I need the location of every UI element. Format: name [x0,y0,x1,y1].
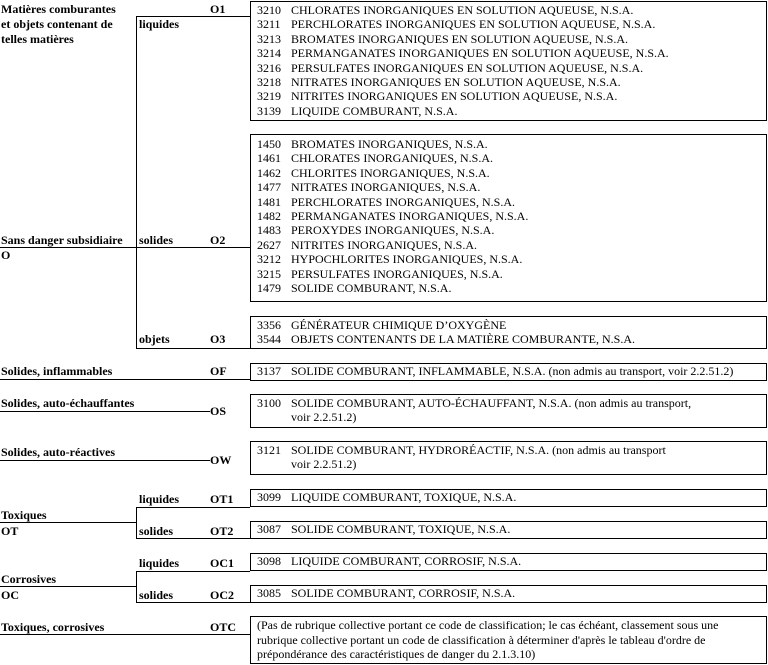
entry-name: LIQUIDE COMBURANT, TOXIQUE, N.S.A. [291,490,517,504]
entry-continuation: voir 2.2.51.2) [291,457,357,472]
entry-name: GÉNÉRATEUR CHIMIQUE D’OXYGÈNE [291,318,507,332]
box-oc2 [250,585,767,603]
ot2-code: OT2 [210,524,234,538]
connector-ow [0,460,210,461]
un-number: 3544 [257,332,281,347]
entry-row [257,180,766,194]
entry-name: PERSULFATES INORGANIQUES EN SOLUTION AQUEUSE, N.S.A. [291,60,644,75]
box-o2 [250,134,767,302]
group-o-subsidiary-label: Sans danger subsidiaire [1,233,123,247]
un-number: 2627 [257,237,281,252]
entry-row [257,281,766,295]
connector-ot [0,522,136,523]
entry-name: CHLORATES INORGANIQUES EN SOLUTION AQUEUSE, N.S.A. [291,3,634,17]
box-otc [250,616,767,664]
un-number: 3099 [257,490,281,504]
entry-row [257,209,766,223]
entry-name: LIQUIDE COMBURANT, CORROSIF, N.S.A. [291,554,522,568]
entry-name: NITRITES INORGANIQUES EN SOLUTION AQUEUSE, N.S.A. [291,89,618,104]
ow-label: Solides, auto-réactives [1,445,115,459]
un-number: 3087 [257,522,281,536]
entry-name: SOLIDE COMBURANT, INFLAMMABLE, N.S.A. (non admis au transport, voir 2.2.51.2) [291,364,734,378]
group-o-title-line1: Matières comburantes [1,2,116,16]
entry-oc1 [257,554,766,568]
connector-ot1 [136,507,250,508]
entry-row [257,267,766,281]
connector-ot2 [136,538,250,539]
entry-name: SOLIDE COMBURANT, CORROSIF, N.S.A. [291,586,516,600]
otc-note: (Pas de rubrique collective portant ce code de classification; le cas échéant, classement sous une rubrique collective portant un code de classification à déterminer d'après le tableau d'ordre de prépondérance des caractéristiques de danger du 2.1.3.10) [257,618,719,662]
un-number: 3213 [257,31,281,46]
entry-row [257,32,766,46]
un-number: 1481 [257,194,281,209]
entry-name: SOLIDE COMBURANT, AUTO-ÉCHAUFFANT, N.S.A. (non admis au transport, [291,396,692,410]
entry-name: CHLORITES INORGANIQUES, N.S.A. [291,165,490,180]
un-number: 3100 [257,396,281,410]
un-number: 1483 [257,223,281,238]
un-number: 1482 [257,209,281,224]
un-number: 1450 [257,137,281,151]
entry-row [257,61,766,75]
oc2-state-label: solides [139,588,174,602]
entry-name: BROMATES INORGANIQUES, N.S.A. [291,137,488,151]
entry-row [257,137,766,151]
oc2-code: OC2 [210,588,234,602]
connector-oc-vertical [136,571,137,602]
connector-oc [0,586,136,587]
entry-row [257,104,766,118]
o2-code: O2 [210,233,226,247]
entry-row [257,318,766,332]
os-code: OS [210,404,227,418]
entry-row [257,223,766,237]
box-ot1 [250,489,767,507]
box-o1 [250,1,767,121]
box-os [250,394,767,428]
entry-name: PERCHLORATES INORGANIQUES EN SOLUTION AQUEUSE, N.S.A. [291,17,656,32]
entry-list-o1 [257,3,766,118]
entry-name: PERSULFATES INORGANIQUES, N.S.A. [291,266,503,281]
box-oc1 [250,553,767,571]
ot-label: Toxiques [1,508,47,522]
ot-code: OT [1,524,19,538]
oc-label: Corrosives [1,572,57,586]
of-label: Solides, inflammables [1,364,113,378]
o1-code: O1 [210,2,226,16]
connector-otc [0,634,250,635]
entry-of [257,364,766,378]
un-number: 1462 [257,165,281,180]
entry-ow [257,443,766,457]
ot1-state-label: liquides [139,492,180,506]
box-ow [250,441,767,475]
entry-row [257,89,766,103]
entry-row [257,252,766,266]
oc1-code: OC1 [210,556,234,570]
connector-os [0,411,210,412]
group-o-title-line2: et objets contenant de [1,17,113,31]
of-code: OF [210,364,227,378]
un-number: 3098 [257,554,281,568]
entry-row [257,166,766,180]
un-number: 1479 [257,281,281,296]
group-o-code: O [1,248,11,262]
un-number: 3212 [257,252,281,267]
connector-of [0,379,250,380]
entry-name: LIQUIDE COMBURANT, N.S.A. [291,103,458,118]
otc-code: OTC [210,620,237,634]
connector-o1-box [210,16,250,17]
un-number: 3210 [257,3,281,17]
connector-o2 [136,247,250,248]
un-number: 3215 [257,266,281,281]
ow-code: OW [210,453,232,467]
o1-state-label: liquides [139,17,180,31]
entry-oc2 [257,586,766,600]
entry-continuation: voir 2.2.51.2) [291,410,357,425]
entry-row [257,238,766,252]
os-label: Solides, auto-échauffantes [1,396,135,410]
connector-oc2 [136,602,250,603]
entry-row [257,17,766,31]
connector-o-main [0,247,136,248]
un-number: 1477 [257,180,281,195]
un-number: 3356 [257,318,281,332]
entry-name: NITRATES INORGANIQUES EN SOLUTION AQUEUSE, N.S.A. [291,75,621,90]
un-number: 3214 [257,46,281,61]
entry-name: PERMANGANATES INORGANIQUES EN SOLUTION AQUEUSE, N.S.A. [291,46,669,61]
entry-name: BROMATES INORGANIQUES EN SOLUTION AQUEUSE, N.S.A. [291,31,629,46]
entry-name: PERMANGANATES INORGANIQUES, N.S.A. [291,209,529,224]
entry-name: NITRATES INORGANIQUES, N.S.A. [291,180,481,195]
un-number: 3121 [257,443,281,457]
entry-name: NITRITES INORGANIQUES, N.S.A. [291,237,477,252]
entry-list-o2 [257,137,766,295]
box-of [250,363,767,381]
entry-row [257,195,766,209]
connector-o-vertical [136,16,137,349]
entry-os [257,396,766,410]
o2-state-label: solides [139,233,174,247]
oc1-state-label: liquides [139,556,180,570]
group-o-title-line3: telles matières [1,32,74,46]
entry-name: OBJETS CONTENANTS DE LA MATIÈRE COMBURANTE, N.S.A. [291,332,636,347]
box-o3 [250,316,767,349]
connector-o1 [136,16,210,17]
un-number: 3137 [257,364,281,378]
connector-oc1 [136,571,250,572]
entry-list-o3 [257,318,766,347]
un-number: 3211 [257,17,281,32]
entry-name: PEROXYDES INORGANIQUES, N.S.A. [291,223,495,238]
connector-o3 [136,348,250,349]
otc-label: Toxiques, corrosives [1,620,105,634]
entry-name: SOLIDE COMBURANT, N.S.A. [291,281,452,296]
un-number: 3139 [257,103,281,118]
entry-row [257,46,766,60]
o3-code: O3 [210,332,226,346]
un-number: 3219 [257,89,281,104]
entry-row [257,3,766,17]
entry-name: PERCHLORATES INORGANIQUES, N.S.A. [291,194,516,209]
entry-name: SOLIDE COMBURANT, HYDRORÉACTIF, N.S.A. (non admis au transport [291,443,666,457]
entry-row [257,332,766,346]
entry-name: HYPOCHLORITES INORGANIQUES, N.S.A. [291,252,523,267]
ot2-state-label: solides [139,524,174,538]
entry-name: SOLIDE COMBURANT, TOXIQUE, N.S.A. [291,522,511,536]
un-number: 3218 [257,75,281,90]
entry-row [257,75,766,89]
un-number: 3216 [257,60,281,75]
oc-code: OC [1,588,19,602]
un-number: 1461 [257,151,281,166]
o3-state-label: objets [139,332,170,346]
entry-row [257,151,766,165]
entry-ot1 [257,490,766,504]
un-number: 3085 [257,586,281,600]
entry-ot2 [257,522,766,536]
ot1-code: OT1 [210,492,234,506]
box-ot2 [250,521,767,539]
connector-ot-vertical [136,507,137,538]
entry-name: CHLORATES INORGANIQUES, N.S.A. [291,151,494,166]
